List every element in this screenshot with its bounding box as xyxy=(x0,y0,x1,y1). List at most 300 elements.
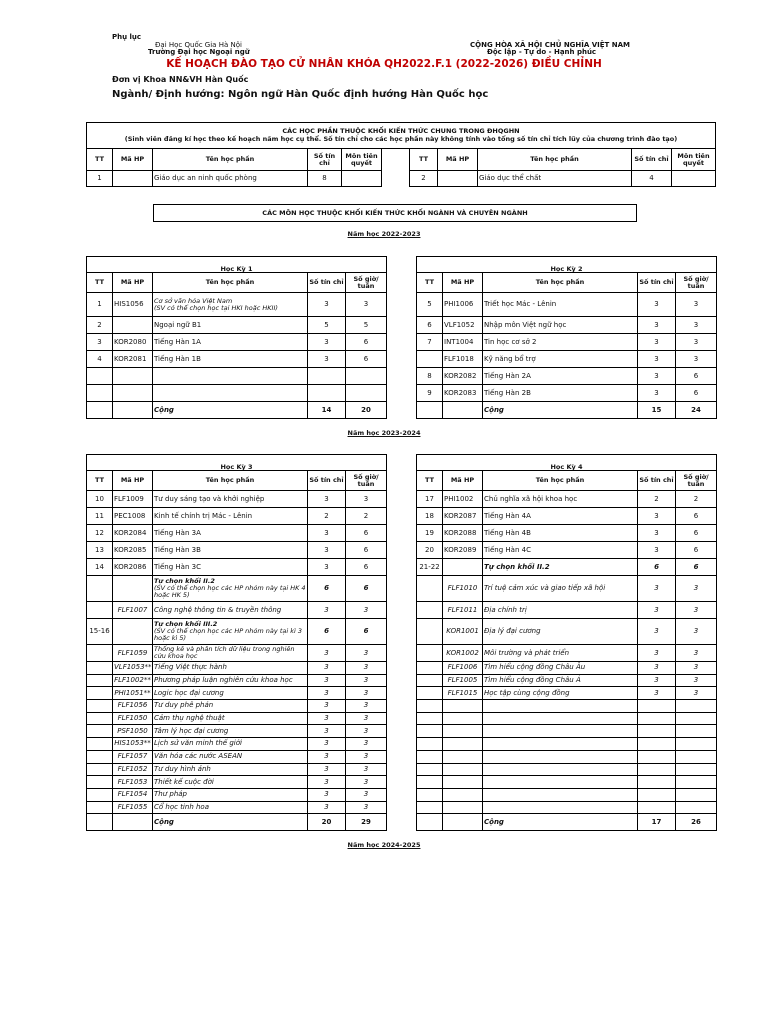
row-tt xyxy=(417,602,443,619)
row-credits: 3 xyxy=(308,293,346,317)
row-credits: 3 xyxy=(308,674,346,687)
course-row xyxy=(417,619,717,645)
course-row xyxy=(417,662,717,675)
row-tt xyxy=(87,750,113,763)
row-tt: 1 xyxy=(87,293,113,317)
empty-cell xyxy=(676,763,717,776)
row-code: FLF1059 xyxy=(113,645,153,662)
row-hours: 3 xyxy=(676,334,717,351)
course-row xyxy=(417,776,717,789)
row-credits: 3 xyxy=(308,738,346,751)
row-code: KOR2086 xyxy=(113,559,153,576)
row-name: Môi trường và phát triển xyxy=(483,645,638,662)
total-hours: 24 xyxy=(676,402,717,419)
row-tt: 19 xyxy=(417,525,443,542)
row-tt xyxy=(417,674,443,687)
row-tt: 5 xyxy=(417,293,443,317)
row-hours: 3 xyxy=(676,674,717,687)
row-credits: 3 xyxy=(308,645,346,662)
total-credits: 17 xyxy=(638,814,676,831)
row-tt xyxy=(87,776,113,789)
course-row xyxy=(417,750,717,763)
course-row xyxy=(417,576,717,602)
row-name: Tư duy sáng tạo và khởi nghiệp xyxy=(153,491,308,508)
row-tt xyxy=(87,576,113,602)
course-row xyxy=(417,334,717,351)
row-credits: 3 xyxy=(308,559,346,576)
row-code: FLF1018 xyxy=(443,351,483,368)
total-label: Cộng xyxy=(153,814,308,831)
empty-cell xyxy=(676,788,717,801)
semester-table xyxy=(416,256,717,419)
col-code: Mã HP xyxy=(443,471,483,491)
row-tt: 2 xyxy=(87,317,113,334)
row-tt: 3 xyxy=(87,334,113,351)
unit-label: Đơn vị Khoa NN&VH Hàn Quốc xyxy=(112,75,249,84)
row-hours: 2 xyxy=(676,491,717,508)
major-block-heading: CÁC MÔN HỌC THUỘC KHỐI KIẾN THỨC KHỐI NGÀNH VÀ CHUYÊN NGÀNH xyxy=(153,204,637,222)
row-tt xyxy=(87,725,113,738)
row-credits: 8 xyxy=(308,171,342,187)
row-credits: 3 xyxy=(638,351,676,368)
course-row xyxy=(87,750,387,763)
course-row xyxy=(87,508,387,525)
empty-cell xyxy=(308,385,346,402)
col-credits: Số tín chỉ xyxy=(638,273,676,293)
row-name: Tiếng Hàn 1B xyxy=(153,351,308,368)
row-code: INT1004 xyxy=(443,334,483,351)
total-label: Cộng xyxy=(483,814,638,831)
row-credits: 3 xyxy=(638,662,676,675)
row-tt: 11 xyxy=(87,508,113,525)
col-tt: TT xyxy=(87,273,113,293)
course-note: (SV có thể chọn học tại HKI hoặc HKII) xyxy=(154,303,278,312)
row-tt: 12 xyxy=(87,525,113,542)
row-name: Tiếng Hàn 3B xyxy=(153,542,308,559)
row-tt xyxy=(417,619,443,645)
row-tt xyxy=(87,738,113,751)
row-name: Kinh tế chính trị Mác - Lênin xyxy=(153,508,308,525)
course-name: Cơ sở văn hóa Việt Nam xyxy=(154,296,233,305)
row-tt: 9 xyxy=(417,385,443,402)
row-hours: 3 xyxy=(346,645,387,662)
row-name: Triết học Mác - Lênin xyxy=(483,293,638,317)
row-code: PHI1051** xyxy=(113,687,153,700)
row-tt: 20 xyxy=(417,542,443,559)
row-name: Tâm lý học đại cương xyxy=(153,725,308,738)
row-credits: 4 xyxy=(632,171,672,187)
row-code xyxy=(113,619,153,645)
row-credits: 3 xyxy=(308,788,346,801)
course-name: Tự chọn khối II.2 xyxy=(154,577,215,586)
row-code: KOR2080 xyxy=(113,334,153,351)
empty-cell xyxy=(443,776,483,789)
empty-cell xyxy=(443,763,483,776)
row-name: Giáo dục thể chất xyxy=(478,171,632,187)
row-credits: 3 xyxy=(638,525,676,542)
row-hours: 3 xyxy=(676,662,717,675)
row-hours: 3 xyxy=(346,491,387,508)
col-code: Mã HP xyxy=(438,149,478,171)
col-credits: Số tín chỉ xyxy=(638,471,676,491)
empty-cell xyxy=(346,368,387,385)
empty-cell xyxy=(638,776,676,789)
row-code: FLF1005 xyxy=(443,674,483,687)
row-credits: 5 xyxy=(308,317,346,334)
col-name: Tên học phần xyxy=(153,149,308,171)
row-credits: 3 xyxy=(308,687,346,700)
empty-cell xyxy=(87,368,113,385)
row-tt: 10 xyxy=(87,491,113,508)
row-tt: 4 xyxy=(87,351,113,368)
row-name xyxy=(153,619,308,645)
row-code: KOR2088 xyxy=(443,525,483,542)
row-hours: 6 xyxy=(676,525,717,542)
row-hours: 3 xyxy=(346,602,387,619)
row-tt: 21-22 xyxy=(417,559,443,576)
row-code xyxy=(443,559,483,576)
course-row xyxy=(87,293,387,317)
row-credits: 3 xyxy=(308,725,346,738)
course-row xyxy=(417,738,717,751)
row-credits: 3 xyxy=(638,576,676,602)
row-credits: 3 xyxy=(308,776,346,789)
row-hours: 6 xyxy=(346,619,387,645)
row-name: Địa lý đại cương xyxy=(483,619,638,645)
row-hours: 6 xyxy=(346,559,387,576)
total-credits: 14 xyxy=(308,402,346,419)
republic-name: CỘNG HÒA XÃ HỘI CHỦ NGHĨA VIỆT NAM xyxy=(470,41,631,49)
semester-table xyxy=(86,256,387,419)
row-tt xyxy=(87,662,113,675)
row-hours: 6 xyxy=(346,525,387,542)
school-name: Trường Đại học Ngoại ngữ xyxy=(148,48,250,56)
empty-cell xyxy=(638,700,676,713)
row-tt: 13 xyxy=(87,542,113,559)
row-name: Công nghệ thông tin & truyền thông xyxy=(153,602,308,619)
row-name xyxy=(153,293,308,317)
col-tt: TT xyxy=(417,273,443,293)
empty-cell xyxy=(638,801,676,814)
row-credits: 3 xyxy=(308,763,346,776)
empty-cell xyxy=(483,738,638,751)
row-tt: 15-16 xyxy=(87,619,113,645)
row-hours: 3 xyxy=(676,602,717,619)
course-row xyxy=(417,542,717,559)
empty-cell xyxy=(417,725,443,738)
empty-cell xyxy=(483,788,638,801)
empty-cell xyxy=(113,385,153,402)
col-hours: Số giờ/ tuần xyxy=(676,273,717,293)
row-name: Địa chính trị xyxy=(483,602,638,619)
total-label: Cộng xyxy=(153,402,308,419)
col-name: Tên học phần xyxy=(153,471,308,491)
col-hours: Số giờ/ tuần xyxy=(676,471,717,491)
semester-table xyxy=(86,454,387,831)
total-hours: 20 xyxy=(346,402,387,419)
course-row xyxy=(87,687,387,700)
empty-cell xyxy=(417,700,443,713)
course-row xyxy=(87,334,387,351)
total-code xyxy=(443,814,483,831)
row-tt xyxy=(417,645,443,662)
empty-cell xyxy=(483,763,638,776)
row-hours: 6 xyxy=(346,542,387,559)
row-tt: 17 xyxy=(417,491,443,508)
row-name: Lịch sử văn minh thế giới xyxy=(153,738,308,751)
university-name: Đại Học Quốc Gia Hà Nội xyxy=(155,41,242,49)
row-code: FLF1007 xyxy=(113,602,153,619)
row-hours: 3 xyxy=(346,674,387,687)
empty-cell xyxy=(417,712,443,725)
row-tt xyxy=(417,576,443,602)
empty-cell xyxy=(417,776,443,789)
course-row xyxy=(417,525,717,542)
row-code: PSF1050 xyxy=(113,725,153,738)
row-credits: 3 xyxy=(308,700,346,713)
course-row xyxy=(87,542,387,559)
row-name: Tiếng Việt thực hành xyxy=(153,662,308,675)
row-tt xyxy=(87,674,113,687)
total-code xyxy=(443,402,483,419)
row-credits: 3 xyxy=(638,317,676,334)
empty-cell xyxy=(483,700,638,713)
course-note: (SV có thể chọn học các HP nhóm này tại kì 3 hoặc kì 5) xyxy=(154,627,302,642)
row-code: KOR2087 xyxy=(443,508,483,525)
row-code: KOR2089 xyxy=(443,542,483,559)
empty-cell xyxy=(443,712,483,725)
row-credits: 3 xyxy=(308,491,346,508)
row-code: PHI1006 xyxy=(443,293,483,317)
course-row xyxy=(87,385,387,402)
row-hours: 3 xyxy=(346,750,387,763)
row-credits: 3 xyxy=(308,334,346,351)
course-row xyxy=(417,368,717,385)
row-code: FLF1011 xyxy=(443,602,483,619)
row-hours: 2 xyxy=(346,508,387,525)
row-tt: 1 xyxy=(87,171,113,187)
semester-title: Học Kỳ 3 xyxy=(87,455,387,471)
row-hours: 3 xyxy=(346,293,387,317)
row-credits: 3 xyxy=(638,293,676,317)
row-code: KOR2085 xyxy=(113,542,153,559)
empty-cell xyxy=(638,763,676,776)
col-tt: TT xyxy=(410,149,438,171)
row-code: FLF1055 xyxy=(113,801,153,814)
general-heading: CÁC HỌC PHẦN THUỘC KHỐI KIẾN THỨC CHUNG TRONG ĐHQGHN xyxy=(282,126,520,135)
row-tt: 8 xyxy=(417,368,443,385)
row-name: Thư pháp xyxy=(153,788,308,801)
course-note: (SV có thể chọn học các HP nhóm này tại HK 4 hoặc HK 5) xyxy=(154,584,306,599)
row-name: Tư duy hình ảnh xyxy=(153,763,308,776)
empty-cell xyxy=(417,801,443,814)
col-tt: TT xyxy=(87,149,113,171)
row-hours: 6 xyxy=(346,334,387,351)
total-tt xyxy=(87,402,113,419)
course-row xyxy=(417,602,717,619)
empty-cell xyxy=(638,738,676,751)
row-code: KOR1001 xyxy=(443,619,483,645)
row-code: FLF1050 xyxy=(113,712,153,725)
row-tt: 7 xyxy=(417,334,443,351)
col-tt: TT xyxy=(417,471,443,491)
course-row xyxy=(87,645,387,662)
row-name: Tìm hiểu cộng đồng Châu Á xyxy=(483,674,638,687)
col-hours: Số giờ/ tuần xyxy=(346,273,387,293)
empty-cell xyxy=(417,750,443,763)
col-hours: Số giờ/ tuần xyxy=(346,471,387,491)
row-name: Tiếng Hàn 2B xyxy=(483,385,638,402)
row-credits: 3 xyxy=(308,602,346,619)
empty-cell xyxy=(483,801,638,814)
row-name: Tiếng Hàn 1A xyxy=(153,334,308,351)
semester-table xyxy=(416,454,717,831)
row-hours: 3 xyxy=(676,576,717,602)
row-code: PEC1008 xyxy=(113,508,153,525)
row-credits: 3 xyxy=(308,542,346,559)
row-name: Tiếng Hàn 4C xyxy=(483,542,638,559)
row-code: KOR2081 xyxy=(113,351,153,368)
row-code: FLF1015 xyxy=(443,687,483,700)
row-hours: 3 xyxy=(346,725,387,738)
row-credits: 3 xyxy=(308,525,346,542)
empty-cell xyxy=(417,763,443,776)
col-name: Tên học phần xyxy=(483,273,638,293)
course-row xyxy=(417,801,717,814)
row-code: FLF1006 xyxy=(443,662,483,675)
row-hours: 6 xyxy=(676,368,717,385)
page-title: KẾ HOẠCH ĐÀO TẠO CỬ NHÂN KHÓA QH2022.F.1 (2022-2026) ĐIỀU CHỈNH xyxy=(166,58,602,70)
row-tt xyxy=(87,763,113,776)
row-credits: 3 xyxy=(308,801,346,814)
row-name: Tự chọn khối II.2 xyxy=(483,559,638,576)
total-tt xyxy=(87,814,113,831)
row-name: Tiếng Hàn 3C xyxy=(153,559,308,576)
empty-cell xyxy=(346,385,387,402)
total-credits: 20 xyxy=(308,814,346,831)
course-row xyxy=(417,508,717,525)
motto: Độc lập - Tự do - Hạnh phúc xyxy=(487,48,597,56)
row-name xyxy=(153,576,308,602)
row-credits: 3 xyxy=(638,368,676,385)
row-tt xyxy=(87,645,113,662)
row-name: Tiếng Hàn 4A xyxy=(483,508,638,525)
row-hours: 6 xyxy=(676,542,717,559)
row-name: Logic học đại cương xyxy=(153,687,308,700)
row-code: VLF1052 xyxy=(443,317,483,334)
row-credits: 6 xyxy=(308,619,346,645)
empty-cell xyxy=(483,712,638,725)
row-code: KOR2084 xyxy=(113,525,153,542)
semester-title: Học Kỳ 1 xyxy=(87,257,387,273)
course-row xyxy=(87,317,387,334)
row-code: FLF1009 xyxy=(113,491,153,508)
col-name: Tên học phần xyxy=(478,149,632,171)
empty-cell xyxy=(113,368,153,385)
row-tt: 2 xyxy=(410,171,438,187)
row-hours: 6 xyxy=(676,508,717,525)
year-label: Năm học 2023-2024 xyxy=(347,429,421,437)
appendix-label: Phụ lục xyxy=(112,33,142,41)
row-hours: 3 xyxy=(346,738,387,751)
major-label: Ngành/ Định hướng: Ngôn ngữ Hàn Quốc định hướng Hàn Quốc học xyxy=(112,89,489,100)
total-credits: 15 xyxy=(638,402,676,419)
col-credits: Số tín chỉ xyxy=(632,149,672,171)
course-row xyxy=(87,576,387,602)
total-tt xyxy=(417,402,443,419)
row-name: Chủ nghĩa xã hội khoa học xyxy=(483,491,638,508)
course-row xyxy=(87,763,387,776)
total-tt xyxy=(417,814,443,831)
row-code: FLF1056 xyxy=(113,700,153,713)
year-label: Năm học 2024-2025 xyxy=(347,841,421,849)
course-row xyxy=(87,491,387,508)
row-hours: 6 xyxy=(346,576,387,602)
course-row xyxy=(87,674,387,687)
row-credits: 6 xyxy=(638,559,676,576)
row-hours: 3 xyxy=(346,662,387,675)
semester-title: Học Kỳ 2 xyxy=(417,257,717,273)
course-row xyxy=(417,645,717,662)
course-row xyxy=(87,788,387,801)
col-code: Mã HP xyxy=(113,273,153,293)
row-tt xyxy=(87,712,113,725)
course-row xyxy=(417,317,717,334)
empty-cell xyxy=(443,801,483,814)
row-name: Học tập cùng cộng đồng xyxy=(483,687,638,700)
course-row xyxy=(87,619,387,645)
col-credits: Số tín chỉ xyxy=(308,273,346,293)
year-label: Năm học 2022-2023 xyxy=(347,230,421,238)
row-hours: 3 xyxy=(676,687,717,700)
row-credits: 3 xyxy=(308,351,346,368)
col-prereq: Môn tiên quyết xyxy=(342,149,382,171)
empty-cell xyxy=(676,712,717,725)
course-row xyxy=(417,385,717,402)
course-name: Tự chọn khối III.2 xyxy=(154,620,218,629)
row-code: FLF1054 xyxy=(113,788,153,801)
row-name: Phương pháp luận nghiên cứu khoa học xyxy=(153,674,308,687)
empty-cell xyxy=(153,385,308,402)
empty-cell xyxy=(638,712,676,725)
row-credits: 3 xyxy=(638,602,676,619)
row-code xyxy=(113,576,153,602)
course-row xyxy=(87,738,387,751)
row-code xyxy=(113,317,153,334)
col-code: Mã HP xyxy=(443,273,483,293)
empty-cell xyxy=(417,738,443,751)
row-tt xyxy=(417,662,443,675)
row-code: KOR2082 xyxy=(443,368,483,385)
empty-cell xyxy=(308,368,346,385)
row-credits: 3 xyxy=(638,619,676,645)
row-hours: 6 xyxy=(346,351,387,368)
row-hours: 5 xyxy=(346,317,387,334)
row-name: Tiếng Hàn 4B xyxy=(483,525,638,542)
general-subheading: (Sinh viên đăng kí học theo kế hoạch năm học cụ thể. Số tín chỉ cho các học phần này không tính vào tổng số tín chỉ tích lũy của chương trình đào tạo) xyxy=(124,134,678,143)
row-hours: 3 xyxy=(676,645,717,662)
col-code: Mã HP xyxy=(113,149,153,171)
course-row xyxy=(87,801,387,814)
row-credits: 3 xyxy=(638,385,676,402)
row-name: Nhập môn Việt ngữ học xyxy=(483,317,638,334)
total-hours: 29 xyxy=(346,814,387,831)
semester-title: Học Kỳ 4 xyxy=(417,455,717,471)
row-tt xyxy=(87,801,113,814)
course-row xyxy=(417,351,717,368)
course-row xyxy=(417,763,717,776)
row-hours: 3 xyxy=(676,351,717,368)
